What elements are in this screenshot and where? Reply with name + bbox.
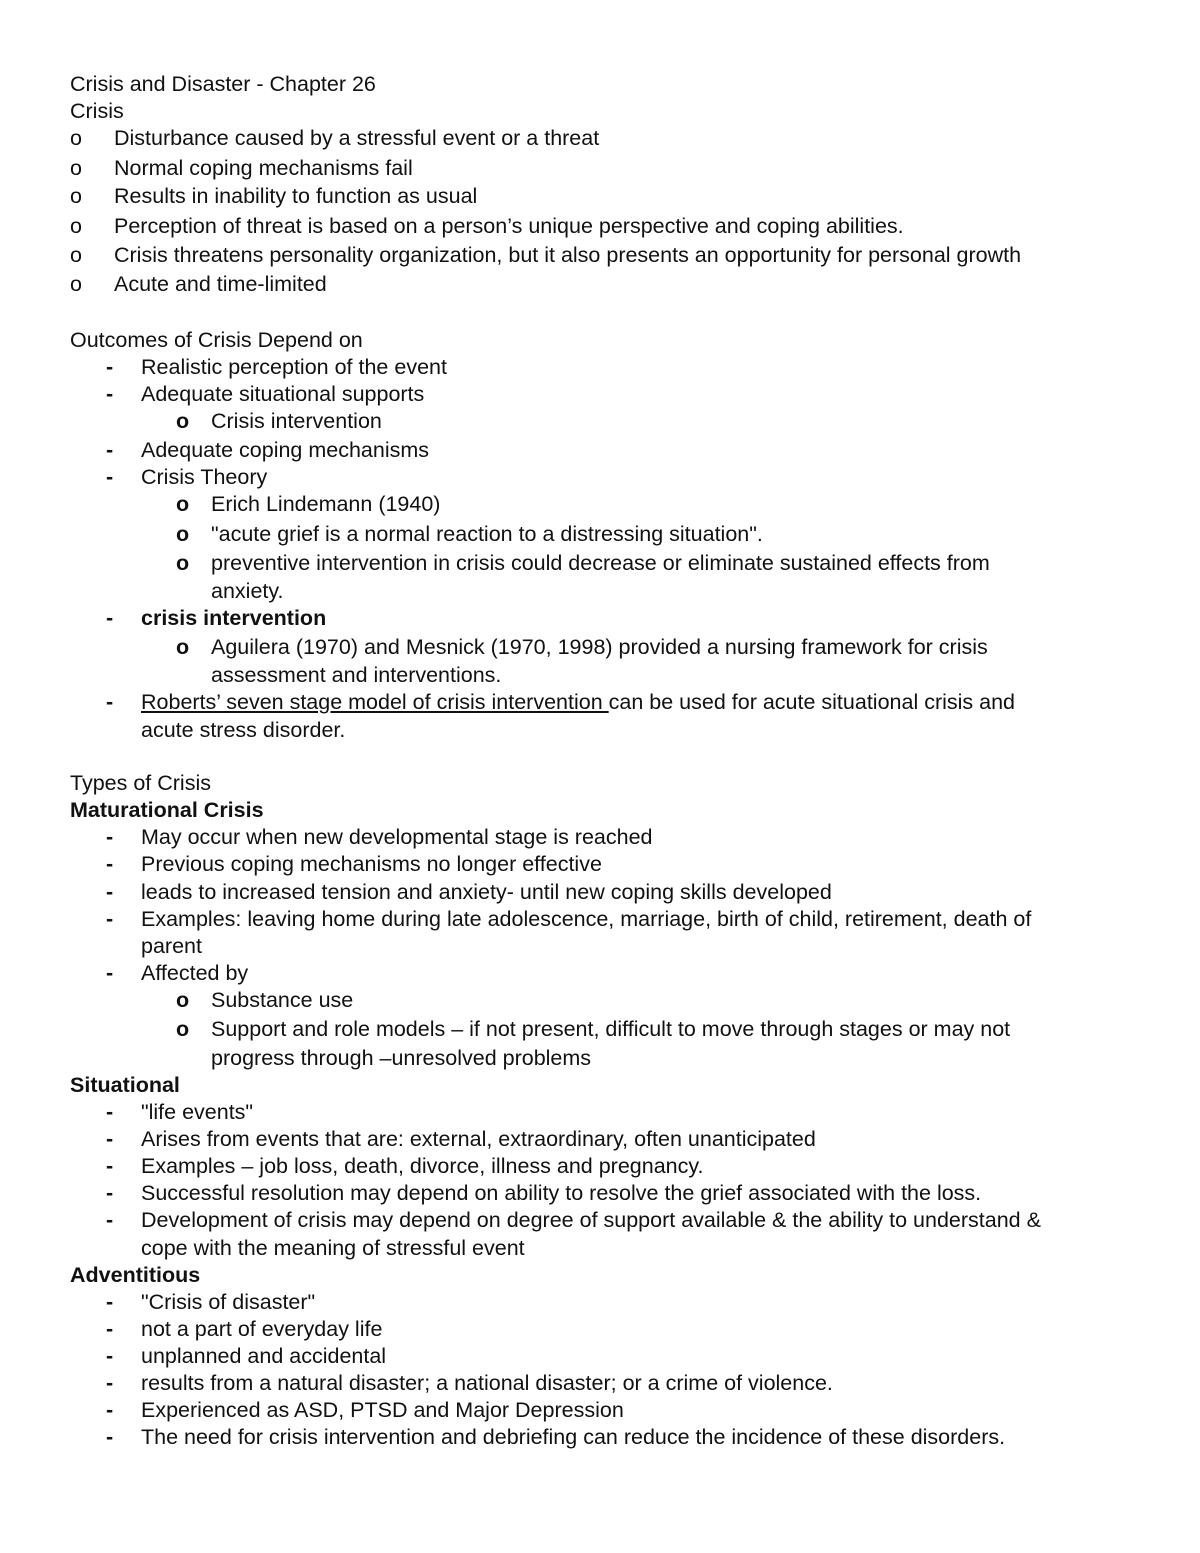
crisis-item: Crisis threatens personality organization, but it also presents an opportunity for personal growth bbox=[114, 243, 1022, 267]
bullet-marker: o bbox=[70, 126, 82, 150]
maturational-subitem-continued: progress through –unresolved problems bbox=[211, 1046, 592, 1070]
sub-bullet-marker: o bbox=[176, 551, 190, 575]
dash-marker: - bbox=[106, 1344, 114, 1368]
crisis-item: Normal coping mechanisms fail bbox=[114, 156, 413, 180]
dash-marker: - bbox=[106, 1317, 114, 1341]
bullet-marker: o bbox=[70, 243, 82, 267]
maturational-item: leads to increased tension and anxiety- until new coping skills developed bbox=[141, 880, 832, 904]
dash-marker: - bbox=[106, 465, 114, 489]
crisis-item: Perception of threat is based on a person’s unique perspective and coping abilities. bbox=[114, 214, 904, 238]
dash-marker: - bbox=[106, 1425, 114, 1449]
roberts-model-rest: can be used for acute situational crisis and bbox=[608, 690, 1016, 714]
dash-marker: - bbox=[106, 1371, 114, 1395]
maturational-item-continued: parent bbox=[141, 934, 202, 958]
situational-item-continued: cope with the meaning of stressful event bbox=[141, 1236, 525, 1260]
outcome-item: Realistic perception of the event bbox=[141, 355, 447, 379]
dash-marker: - bbox=[106, 690, 114, 714]
dash-marker: - bbox=[106, 382, 114, 406]
outcome-item: Adequate coping mechanisms bbox=[141, 438, 430, 462]
maturational-item: Affected by bbox=[141, 961, 249, 985]
dash-marker: - bbox=[106, 606, 114, 630]
outcome-subitem: Crisis intervention bbox=[211, 409, 382, 433]
dash-marker: - bbox=[106, 1100, 114, 1124]
maturational-heading: Maturational Crisis bbox=[70, 798, 264, 822]
outcome-subitem: Erich Lindemann (1940) bbox=[211, 492, 441, 516]
maturational-item: May occur when new developmental stage is reached bbox=[141, 825, 653, 849]
sub-bullet-marker: o bbox=[176, 988, 190, 1012]
bullet-marker: o bbox=[70, 214, 82, 238]
maturational-subitem: Support and role models – if not present, difficult to move through stages or may not bbox=[211, 1017, 1011, 1041]
crisis-item: Results in inability to function as usual bbox=[114, 184, 478, 208]
outcome-item-bold: crisis intervention bbox=[141, 606, 327, 630]
adventitious-item: The need for crisis intervention and debriefing can reduce the incidence of these disorders. bbox=[141, 1425, 1006, 1449]
document-title: Crisis and Disaster - Chapter 26 bbox=[70, 72, 376, 96]
maturational-subitem: Substance use bbox=[211, 988, 354, 1012]
outcomes-heading: Outcomes of Crisis Depend on bbox=[70, 328, 363, 352]
dash-marker: - bbox=[106, 355, 114, 379]
adventitious-heading: Adventitious bbox=[70, 1263, 201, 1287]
crisis-item: Acute and time-limited bbox=[114, 272, 327, 296]
bullet-marker: o bbox=[70, 156, 82, 180]
bullet-marker: o bbox=[70, 184, 82, 208]
dash-marker: - bbox=[106, 1127, 114, 1151]
dash-marker: - bbox=[106, 961, 114, 985]
outcome-item bbox=[141, 689, 1015, 717]
situational-heading: Situational bbox=[70, 1073, 180, 1097]
sub-bullet-marker: o bbox=[176, 522, 190, 546]
maturational-item: Examples: leaving home during late adolescence, marriage, birth of child, retirement, death of bbox=[141, 907, 1032, 931]
sub-bullet-marker: o bbox=[176, 1017, 190, 1041]
crisis-heading: Crisis bbox=[70, 99, 124, 123]
dash-marker: - bbox=[106, 907, 114, 931]
dash-marker: - bbox=[106, 1154, 114, 1178]
adventitious-item: unplanned and accidental bbox=[141, 1344, 387, 1368]
outcome-item: Crisis Theory bbox=[141, 465, 268, 489]
situational-item: Successful resolution may depend on ability to resolve the grief associated with the loss. bbox=[141, 1181, 982, 1205]
bullet-marker: o bbox=[70, 272, 82, 296]
maturational-item: Previous coping mechanisms no longer effective bbox=[141, 852, 602, 876]
dash-marker: - bbox=[106, 1208, 114, 1232]
sub-bullet-marker: o bbox=[176, 492, 190, 516]
outcome-subitem-continued: assessment and interventions. bbox=[211, 663, 502, 687]
situational-item: "life events" bbox=[141, 1100, 254, 1124]
outcome-subitem-continued: anxiety. bbox=[211, 579, 284, 603]
dash-marker: - bbox=[106, 825, 114, 849]
sub-bullet-marker: o bbox=[176, 409, 190, 433]
dash-marker: - bbox=[106, 880, 114, 904]
dash-marker: - bbox=[106, 438, 114, 462]
outcome-subitem: Aguilera (1970) and Mesnick (1970, 1998) provided a nursing framework for crisis bbox=[211, 635, 988, 659]
dash-marker: - bbox=[106, 1290, 114, 1314]
crisis-item: Disturbance caused by a stressful event or a threat bbox=[114, 126, 600, 150]
dash-marker: - bbox=[106, 1181, 114, 1205]
outcome-item: Adequate situational supports bbox=[141, 382, 425, 406]
adventitious-item: results from a natural disaster; a national disaster; or a crime of violence. bbox=[141, 1371, 833, 1395]
adventitious-item: "Crisis of disaster" bbox=[141, 1290, 316, 1314]
roberts-model-underlined: Roberts’ seven stage model of crisis intervention bbox=[141, 690, 609, 714]
types-heading: Types of Crisis bbox=[70, 771, 211, 795]
adventitious-item: Experienced as ASD, PTSD and Major Depression bbox=[141, 1398, 624, 1422]
outcome-subitem: preventive intervention in crisis could decrease or eliminate sustained effects from bbox=[211, 551, 990, 575]
dash-marker: - bbox=[106, 852, 114, 876]
outcome-subitem: "acute grief is a normal reaction to a distressing situation". bbox=[211, 522, 763, 546]
outcome-item-continued: acute stress disorder. bbox=[141, 718, 346, 742]
situational-item: Examples – job loss, death, divorce, illness and pregnancy. bbox=[141, 1154, 704, 1178]
dash-marker: - bbox=[106, 1398, 114, 1422]
situational-item: Arises from events that are: external, extraordinary, often unanticipated bbox=[141, 1127, 816, 1151]
sub-bullet-marker: o bbox=[176, 635, 190, 659]
adventitious-item: not a part of everyday life bbox=[141, 1317, 383, 1341]
situational-item: Development of crisis may depend on degree of support available & the ability to understand & bbox=[141, 1208, 1041, 1232]
